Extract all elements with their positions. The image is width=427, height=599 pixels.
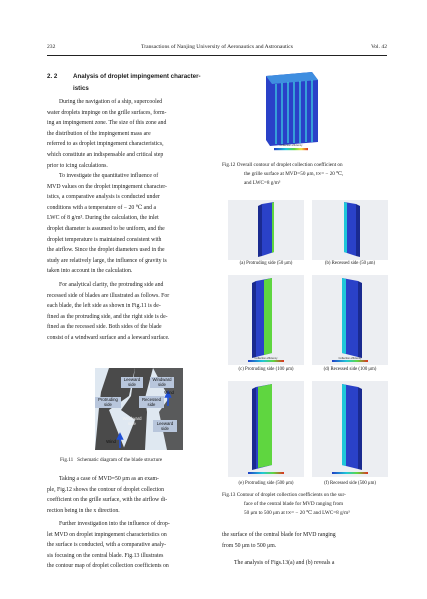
blade-a-edge <box>272 202 274 253</box>
text-line: Fig.13 Contour of droplet collection coefficients on the sur- <box>222 492 346 498</box>
subcaption-c: (c) Protruding side (100 μm) <box>238 367 294 372</box>
figure-13-caption <box>222 491 397 518</box>
label-leeward-side-bottom: Leeward side <box>156 421 174 431</box>
figure-11-caption <box>60 456 230 465</box>
blade-c-side <box>252 281 256 358</box>
paragraph-2 <box>47 171 217 277</box>
text-line: from 50 μm to 500 μm. <box>222 542 277 549</box>
text-line: the distribution of the impingement mass are <box>47 130 151 137</box>
journal-title: Transactions of Nanjing University of Aeronautics and Astronautics <box>141 44 293 50</box>
text-line: rection being in the x direction. <box>47 507 120 514</box>
blade-d-edge <box>342 278 346 354</box>
figure-12-caption <box>222 161 392 188</box>
text-line: the airflow. Since the droplet diameters used in the <box>47 247 165 254</box>
label-windward-side-top: Windward side <box>152 377 172 387</box>
colorbar-d <box>332 360 368 362</box>
paragraph-5 <box>47 519 217 572</box>
text-line: prior to icing calculations. <box>47 162 108 169</box>
text-line: the grille surface at MVD=50 μm, t∞= − 20 ℃, <box>244 171 344 177</box>
text-line: Taking a case of MVD=50 μm as an exam- <box>59 476 159 482</box>
panel-c-protruding-100 <box>228 275 304 365</box>
text-line: To investigate the quantitative influence of <box>59 173 159 179</box>
text-line: taken into account in the calculation. <box>47 268 133 275</box>
volume-label: Vol. 42 <box>370 44 387 50</box>
panel-a-protruding-50 <box>228 200 304 260</box>
text-line: let MVD on droplet impingement characteristics on <box>47 531 167 538</box>
label-wind-bottom: Wind <box>106 439 116 444</box>
blade-e-side <box>252 387 256 470</box>
page-number: 232 <box>47 44 56 50</box>
fig11-caption-number: Fig.11 <box>60 457 74 463</box>
text-line: ing an impingement zone. The size of this zone and <box>47 120 167 127</box>
colorbar-c <box>248 360 284 362</box>
paragraph-3 <box>47 280 217 344</box>
text-line: each blade, the left side as shown in Fig.11 is de- <box>47 303 161 310</box>
section-title-line2: istics <box>73 85 89 92</box>
blade-b-side <box>356 204 360 257</box>
right-column-next-paragraph <box>222 558 392 569</box>
running-header <box>47 44 387 54</box>
subcaption-b: (b) Recessed side (50 μm) <box>324 261 376 266</box>
text-line: conditions with a temperature of − 20 ℃ and a <box>47 204 157 211</box>
text-line: MVD values on the droplet impingement character- <box>47 183 167 190</box>
subcaption-a: (a) Protruding side (50 μm) <box>239 261 293 266</box>
section-number: 2. 2 <box>47 73 58 80</box>
text-line: fined as the protruding side, and the right side is de- <box>47 313 168 320</box>
label-protruding-side: Protruding side <box>98 397 118 407</box>
text-line: Further investigation into the influence of drop- <box>59 521 170 527</box>
text-line: ple, Fig.12 shows the contour of droplet collection <box>47 486 165 493</box>
text-line: During the navigation of a ship, supercooled <box>59 99 163 105</box>
blade-d-side <box>358 281 362 358</box>
text-line: fined as the recessed side. Both sides of the blade <box>47 324 162 331</box>
legend-title-c: Collection efficiency <box>254 357 278 360</box>
blade-f-edge <box>342 384 346 466</box>
subcaption-f: (f) Recessed side (500 μm) <box>324 481 376 486</box>
blade-f-side <box>358 387 362 470</box>
header-rule <box>47 55 387 56</box>
subcaption-e: (e) Protruding side (500 μm) <box>238 481 294 486</box>
text-line: study are relatively large, the influence of gravity is <box>47 257 167 264</box>
text-line: sis focusing on the central blade. Fig.13 illustrates <box>47 552 164 559</box>
blade-c-wetted <box>264 278 272 355</box>
text-line: droplet temperature is maintained consistent with <box>47 236 162 243</box>
next-paragraph-line: The analysis of Figs.13(a) and (b) reveals a <box>234 560 335 566</box>
blade-e-wetted <box>258 384 272 468</box>
text-line: Fig.12 Overall contour of droplet collection coefficient on <box>222 162 343 168</box>
section-title-line1: Analysis of droplet impingement character- <box>73 73 201 80</box>
text-line: coefficient on the grille surface, with the airflow di- <box>47 497 168 504</box>
label-wind-top: Wind <box>164 390 174 395</box>
panel-e-protruding-500 <box>228 381 304 477</box>
label-windward-side-bottom: Windward side <box>122 416 142 426</box>
text-line: recessed side of blades are illustrated as follows. For <box>47 292 170 299</box>
label-leeward-side-top: Leeward side <box>123 377 141 387</box>
text-line: istics, a comparative analysis is conducted under <box>47 194 160 201</box>
legend-title-d: Collection efficiency <box>338 357 362 360</box>
paragraph-4 <box>47 474 217 516</box>
text-line: the surface of the central blade for MVD ranging <box>222 532 336 538</box>
text-line: consist of a windward surface and a leeward surface. <box>47 334 170 341</box>
text-line: referred to as droplet impingement characteristics, <box>47 141 164 148</box>
blade-a-side <box>258 204 262 257</box>
panel-d-recessed-100 <box>312 275 388 365</box>
figure-12-grille-contour <box>260 70 324 154</box>
text-line: For analytical clarity, the protruding side and <box>59 282 164 288</box>
figure-11-blade-diagram <box>95 368 183 450</box>
panel-b-recessed-50 <box>312 200 388 260</box>
colorbar-e <box>248 472 284 474</box>
text-line: the surface is conducted, with a comparative analy- <box>47 542 167 549</box>
text-line: droplet diameter is assumed to be uniform, and the <box>47 225 165 232</box>
text-line: water droplets impinge on the grille surfaces, form- <box>47 109 167 116</box>
subcaption-d: (d) Recessed side (100 μm) <box>323 367 377 372</box>
fig12-legend-title: Collection efficiency <box>279 144 303 147</box>
colorbar-f <box>332 472 368 474</box>
text-line: the contour map of droplet collection coefficients on <box>47 563 169 570</box>
grille-blade-lines <box>276 80 312 144</box>
label-recessed-side: Recessed side <box>141 397 162 407</box>
text-line: and LWC=8 g/m³ <box>244 180 281 186</box>
text-line: face of the central blade for MVD ranging from <box>244 501 344 507</box>
fig12-colorbar <box>274 148 308 150</box>
blade-b-edge <box>344 202 347 253</box>
right-column-paragraph <box>222 530 392 551</box>
panel-f-recessed-500 <box>312 381 388 477</box>
text-line: LWC of 8 g/m³. During the calculation, the inlet <box>47 215 159 222</box>
fig11-caption-text: Schematic diagram of the blade structure <box>77 457 163 463</box>
grille-3d-render <box>260 70 324 154</box>
text-line: 50 μm to 500 μm at t∞= − 20 ℃ and LWC=8 g/m³ <box>244 510 350 516</box>
text-line: which constitute an indispensable and critical step <box>47 151 164 158</box>
paragraph-1 <box>47 97 217 171</box>
section-heading <box>47 71 217 95</box>
